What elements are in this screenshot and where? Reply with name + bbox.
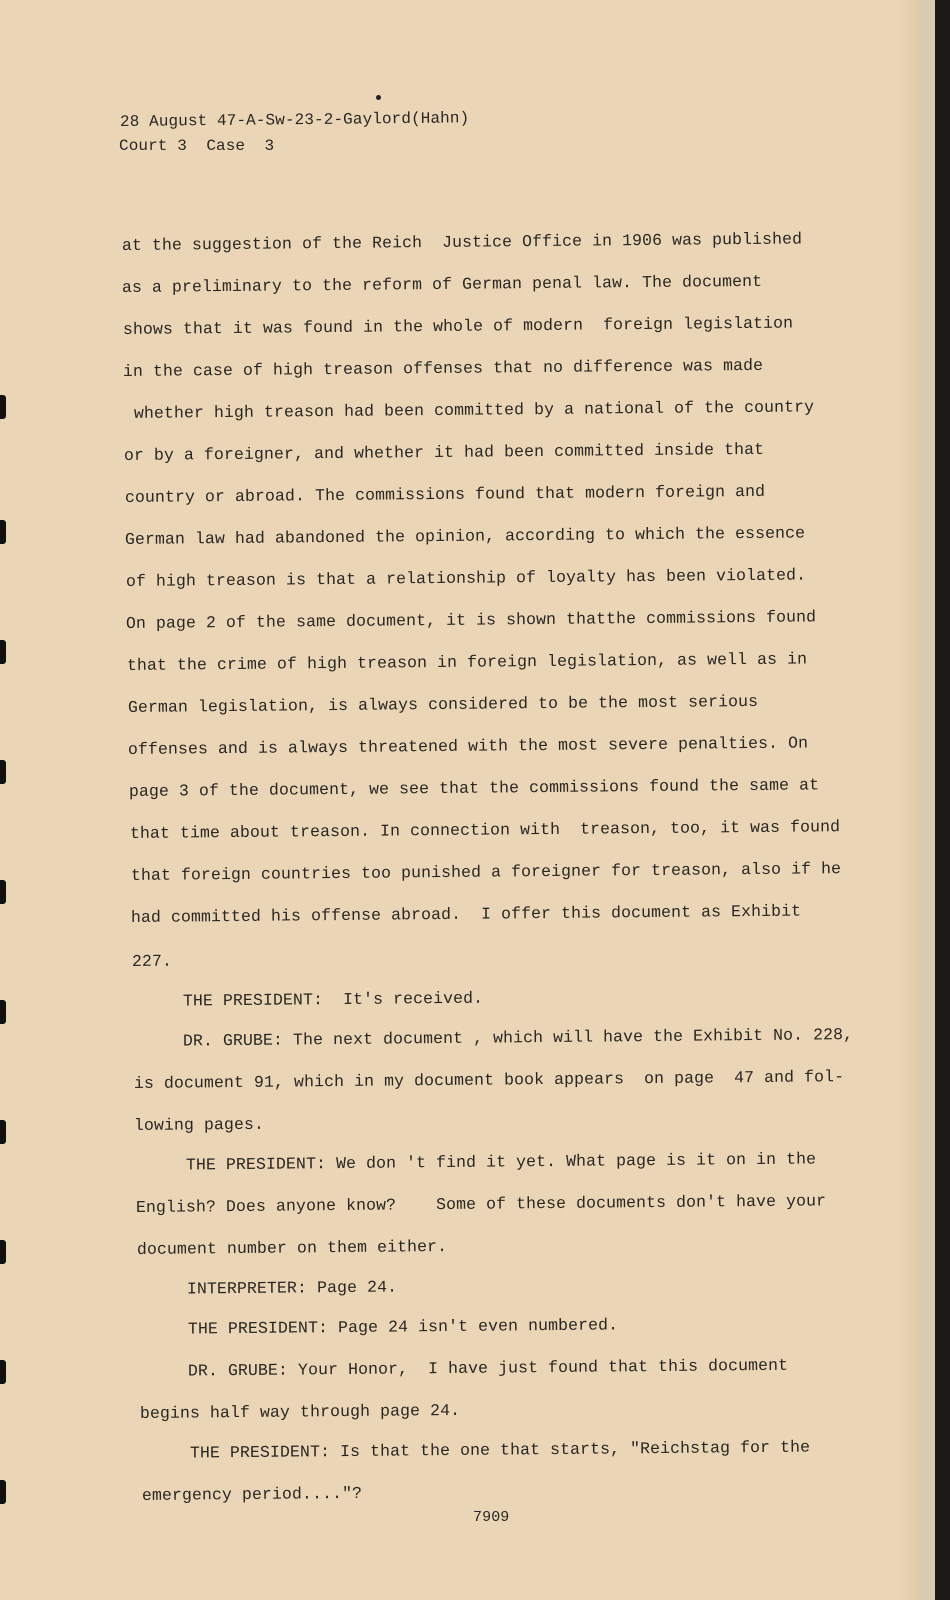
binder-hole	[0, 1240, 6, 1264]
body-line: On page 2 of the same document, it is shown thatthe commissions found	[125, 607, 817, 633]
body-line: that the crime of high treason in foreign legislation, as well as in	[126, 649, 808, 675]
body-line: THE PRESIDENT: We don 't find it yet. What page is it on in the	[135, 1149, 817, 1175]
binder-hole	[0, 1120, 6, 1144]
binder-hole	[0, 1000, 6, 1024]
body-line: English? Does anyone know? Some of these documents don't have your	[135, 1191, 827, 1217]
body-line: document number on them either.	[136, 1237, 448, 1259]
body-line: German law had abandoned the opinion, according to which the essence	[124, 523, 806, 549]
body-line: THE PRESIDENT: It's received.	[132, 988, 484, 1011]
body-line: German legislation, is always considered to be the most serious	[127, 691, 759, 717]
body-line: that foreign countries too punished a foreigner for treason, also if he	[130, 859, 842, 885]
page-number: 7909	[473, 1509, 510, 1526]
body-line: or by a foreigner, and whether it had been committed inside that	[123, 439, 765, 465]
body-line: in the case of high treason offenses that no difference was made	[122, 355, 764, 381]
body-line: at the suggestion of the Reich Justice Office in 1906 was published	[121, 229, 803, 255]
body-line: is document 91, which in my document book appears on page 47 and fol-	[133, 1067, 845, 1093]
body-line: as a preliminary to the reform of German penal law. The document	[121, 271, 763, 297]
body-line: 227.	[131, 951, 173, 971]
body-line: emergency period...."?	[141, 1483, 363, 1505]
body-line: page 3 of the document, we see that the commissions found the same at	[128, 775, 820, 801]
binder-hole	[0, 395, 6, 419]
binder-hole	[0, 760, 6, 784]
body-line: THE PRESIDENT: Page 24 isn't even numbered.	[137, 1315, 619, 1339]
binder-hole	[0, 1360, 6, 1384]
body-line: DR. GRUBE: The next document , which will have the Exhibit No. 228,	[132, 1025, 854, 1051]
page-edge	[920, 0, 935, 1600]
binder-hole	[0, 1480, 6, 1504]
binder-hole	[0, 640, 6, 664]
header-line-2: Court 3 Case 3	[119, 137, 275, 155]
body-line: whether high treason had been committed by a national of the country	[123, 397, 815, 423]
body-line: begins half way through page 24.	[139, 1400, 461, 1423]
body-line: that time about treason. In connection with treason, too, it was found	[129, 817, 841, 843]
body-line: lowing pages.	[133, 1114, 265, 1135]
body-line: offenses and is always threatened with the most severe penalties. On	[127, 733, 809, 759]
binder-hole	[0, 880, 6, 904]
body-line: INTERPRETER: Page 24.	[136, 1277, 398, 1299]
header-line-1: 28 August 47-A-Sw-23-2-Gaylord(Hahn)	[119, 109, 470, 131]
ink-dot	[376, 95, 381, 100]
body-line: THE PRESIDENT: Is that the one that starts, "Reichstag for the	[139, 1437, 811, 1463]
body-line: DR. GRUBE: Your Honor, I have just found that this document	[137, 1355, 789, 1381]
body-line: shows that it was found in the whole of modern foreign legislation	[122, 313, 794, 339]
binder-hole	[0, 520, 6, 544]
body-line: country or abroad. The commissions found that modern foreign and	[124, 481, 766, 507]
body-line: had committed his offense abroad. I offer this document as Exhibit	[130, 901, 802, 927]
body-line: of high treason is that a relationship of loyalty has been violated.	[125, 565, 807, 591]
